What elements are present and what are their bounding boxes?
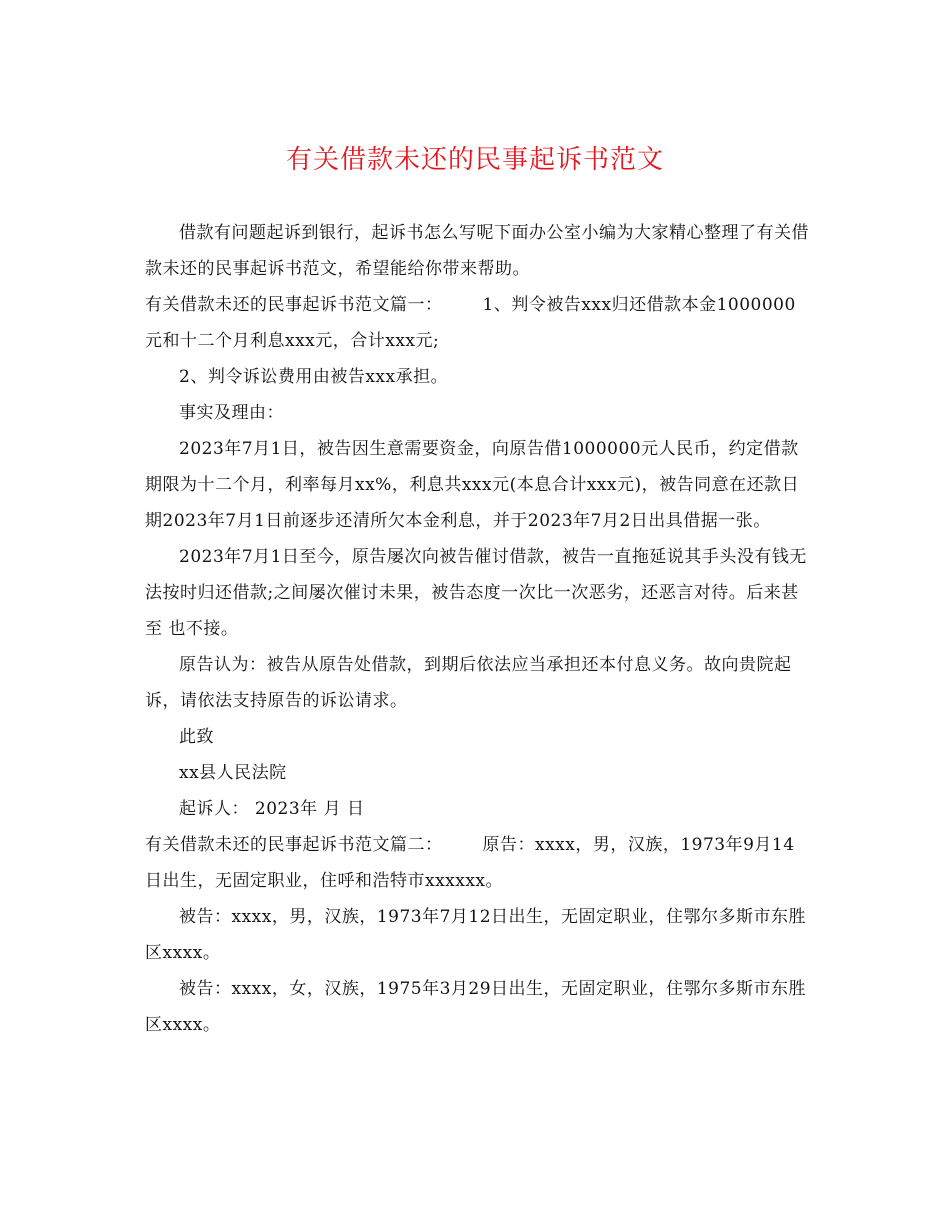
part2-heading: 有关借款未还的民事起诉书范文篇二： [145,835,443,855]
defendant-1-info: 被告：xxxx，男，汉族，1973年7月12日出生，无固定职业，住鄂尔多斯市东胜区xxxx。 [145,907,807,963]
claim-1: 1、判令被告xxx归还借款本金1000000元和十二个月利息xxx元，合计xxx元; [145,295,796,351]
part1-line [145,287,810,359]
fact-paragraph-2: 2023年7月1日至今，原告屡次向被告催讨借款，被告一直拖延说其手头没有钱无法按时归还借款;之间屡次催讨未果，被告态度一次比一次恶劣，还恶言对待。后来甚至 也不接。 [145,547,807,639]
fact-paragraph-3: 原告认为：被告从原告处借款，到期后依法应当承担还本付息义务。故向贵院起诉，请依法支持原告的诉讼请求。 [145,655,792,711]
claim-2: 2、判令诉讼费用由被告xxx承担。 [179,367,449,387]
facts-heading: 事实及理由： [179,403,284,423]
part2-line [145,827,810,899]
defendant-2-info: 被告：xxxx，女，汉族，1975年3月29日出生，无固定职业，住鄂尔多斯市东胜区xxxx。 [145,979,807,1035]
court-name: xx县人民法院 [179,763,287,783]
part1-heading: 有关借款未还的民事起诉书范文篇一： [145,295,443,315]
document-body [145,215,810,1043]
signature-line: 起诉人： 2023年 月 日 [179,799,365,819]
salutation: 此致 [179,727,214,747]
fact-paragraph-1: 2023年7月1日，被告因生意需要资金，向原告借1000000元人民币，约定借款期限为十二个月，利率每月xx%，利息共xxx元(本息合计xxx元)，被告同意在还款日期2023年7月1日前逐步还清所欠本金利息，并于2023年7月2日出具借据一张。 [145,439,800,531]
plaintiff-info: 原告：xxxx，男，汉族，1973年9月14日出生，无固定职业，住呼和浩特市xxxxxx。 [145,835,795,891]
document-title: 有关借款未还的民事起诉书范文 [285,145,664,175]
intro-paragraph: 借款有问题起诉到银行，起诉书怎么写呢下面办公室小编为大家精心整理了有关借款未还的民事起诉书范文，希望能给你带来帮助。 [145,223,809,279]
